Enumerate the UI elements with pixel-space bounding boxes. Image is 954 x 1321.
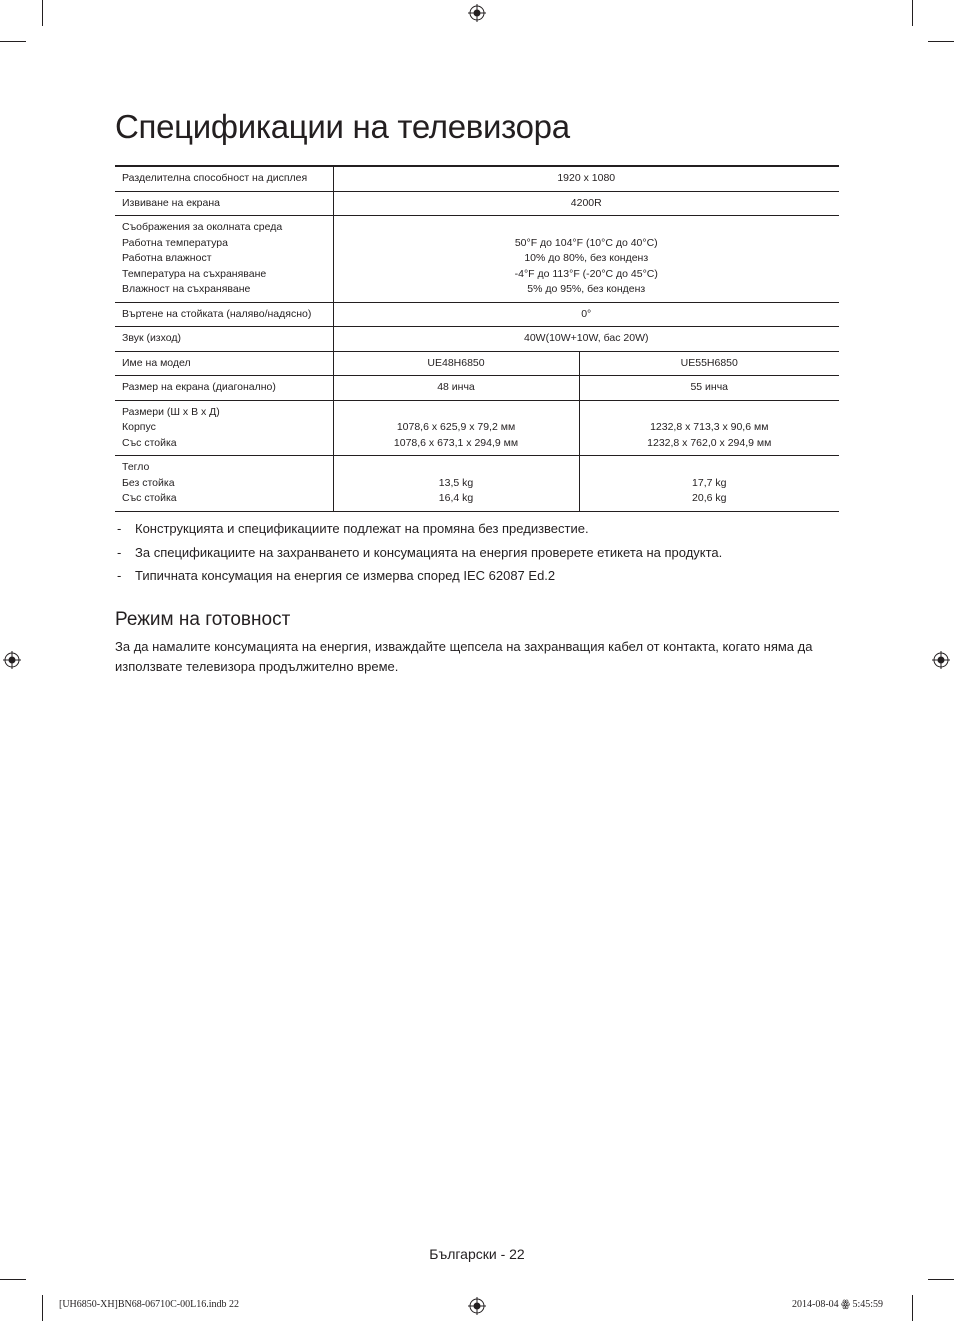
spec-value-line: 1232,8 x 713,3 x 90,6 мм xyxy=(650,421,769,433)
list-item xyxy=(117,568,722,584)
spec-label: Въртене на стойката (наляво/надясно) xyxy=(115,302,333,327)
spec-value xyxy=(333,400,579,456)
table-row xyxy=(115,327,839,352)
spec-value xyxy=(333,456,579,512)
spec-value-line: 16,4 kg xyxy=(438,492,474,504)
table-row xyxy=(115,376,839,401)
spec-value: UE48H6850 xyxy=(333,351,579,376)
spec-label: Размер на екрана (диагонално) xyxy=(115,376,333,401)
spec-value: UE55H6850 xyxy=(680,356,738,369)
note-text: Конструкцията и спецификациите подлежат на промяна без предизвестие. xyxy=(135,521,589,536)
spec-label: Разделителна способност на дисплея xyxy=(115,166,333,191)
page-title: Спецификации на телевизора xyxy=(115,108,570,145)
table-row xyxy=(115,166,839,191)
spec-value xyxy=(333,216,839,303)
spec-label: Извиване на екрана xyxy=(115,191,333,216)
spec-value-line: -4°F до 113°F (-20°C до 45°C) xyxy=(514,267,658,280)
table-row xyxy=(115,456,839,512)
spec-label-line: Размери (Ш x В x Д) xyxy=(122,405,220,418)
spec-value: 1920 x 1080 xyxy=(557,172,616,184)
spec-value-line: 1078,6 x 673,1 x 294,9 мм xyxy=(393,436,519,449)
note-text: Типичната консумация на енергия се измерва според IEC 62087 Ed.2 xyxy=(135,568,556,583)
spec-label-line: Със стойка xyxy=(122,492,177,504)
slug-file: [UH6850-XH]BN68-06710C-00L16.indb 22 xyxy=(59,1299,239,1310)
section-title: Режим на готовност xyxy=(115,609,291,630)
spec-label xyxy=(115,400,333,456)
spec-label: Име на модел xyxy=(115,351,333,376)
section-body: За да намалите консумацията на енергия, изваждайте щепсела на захранващия кабел от контакта, когато няма да използвате телевизора продължително време. xyxy=(115,639,813,674)
spec-value-line: 50°F до 104°F (10°C до 40°C) xyxy=(514,236,658,249)
spec-value-line: 17,7 kg xyxy=(692,476,727,489)
table-row xyxy=(115,191,839,216)
spec-label: Звук (изход) xyxy=(115,327,333,352)
notes-list xyxy=(117,521,722,592)
bullet-dash: - xyxy=(117,521,122,536)
list-item xyxy=(117,545,722,561)
table-row xyxy=(115,400,839,456)
crop-mark xyxy=(0,41,26,42)
bullet-dash: - xyxy=(117,568,122,583)
spec-label-line: Със стойка xyxy=(122,436,177,449)
spec-label-line: Съображения за околната среда xyxy=(122,221,283,233)
spec-label-line: Влажност на съхраняване xyxy=(122,283,251,295)
crop-mark xyxy=(928,1279,954,1280)
spec-value xyxy=(579,456,839,512)
bullet-dash: - xyxy=(117,544,122,560)
registration-mark-icon xyxy=(468,4,486,22)
registration-mark-icon xyxy=(468,1297,486,1315)
spec-label-line: Без стойка xyxy=(122,476,175,489)
spec-label-line: Корпус xyxy=(122,421,156,433)
page-number: Български - 22 xyxy=(429,1246,525,1262)
spec-value-line: 13,5 kg xyxy=(438,476,474,489)
crop-mark xyxy=(912,1295,913,1321)
crop-mark xyxy=(42,1295,43,1321)
spec-value-line: 20,6 kg xyxy=(692,492,727,504)
spec-label-line: Работна влажност xyxy=(122,252,212,264)
spec-table xyxy=(115,165,839,512)
note-text: За спецификациите на захранването и консумацията на енергия проверете етикета на продукта. xyxy=(135,544,723,560)
spec-value-line: 1078,6 x 625,9 x 79,2 мм xyxy=(396,421,516,433)
crop-mark xyxy=(928,41,954,42)
registration-mark-icon xyxy=(932,651,950,669)
spec-label-line: Температура на съхраняване xyxy=(122,267,267,280)
spec-value: 4200R xyxy=(570,196,602,209)
table-row xyxy=(115,216,839,303)
crop-mark xyxy=(42,0,43,26)
spec-value-line: 5% до 95%, без конденз xyxy=(527,283,646,295)
spec-value: 48 инча xyxy=(333,376,579,401)
crop-mark xyxy=(912,0,913,26)
table-row xyxy=(115,302,839,327)
spec-value: 55 инча xyxy=(690,381,729,393)
spec-value: 0° xyxy=(581,307,592,320)
registration-mark-icon xyxy=(3,651,21,669)
spec-label xyxy=(115,216,333,303)
spec-label-line: Тегло xyxy=(122,461,150,473)
list-item xyxy=(117,521,722,537)
table-row xyxy=(115,351,839,376)
spec-value: 40W(10W+10W, бас 20W) xyxy=(523,332,649,344)
slug-datetime: 2014-08-04 ꙮ 5:45:59 xyxy=(792,1299,884,1310)
spec-value-line: 10% до 80%, без конденз xyxy=(524,252,649,264)
spec-value-line: 1232,8 x 762,0 x 294,9 мм xyxy=(647,436,772,449)
crop-mark xyxy=(0,1279,26,1280)
spec-label xyxy=(115,456,333,512)
spec-label-line: Работна температура xyxy=(122,236,228,249)
spec-value xyxy=(579,400,839,456)
